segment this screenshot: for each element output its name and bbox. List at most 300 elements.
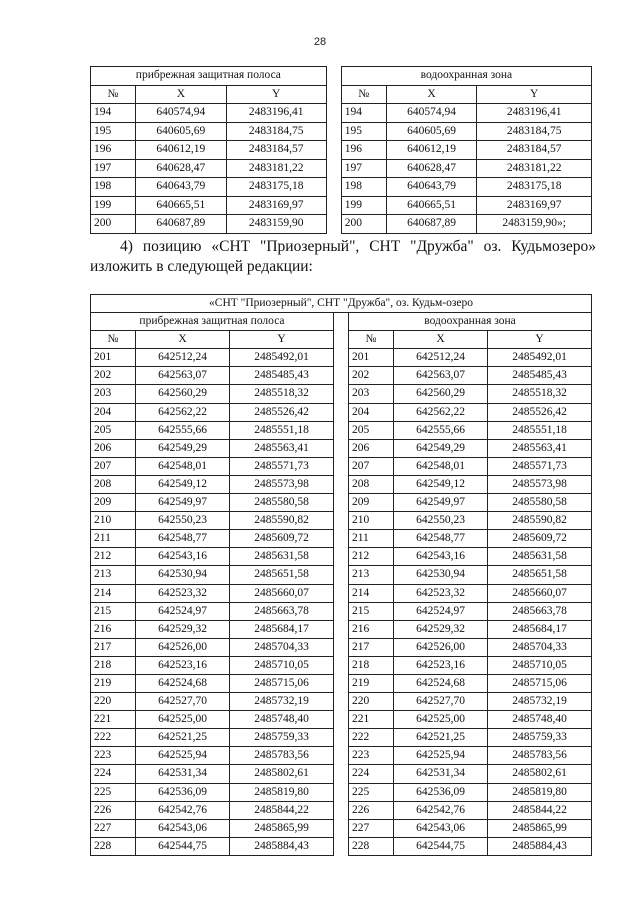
coord-x: 640574,94 [386,104,477,123]
coordinates-table-2 [90,294,592,856]
coord-y: 2485526,42 [230,403,334,421]
coord-y: 2485748,40 [230,711,334,729]
coord-y: 2483175,18 [477,178,592,197]
coord-y: 2485590,82 [230,512,334,530]
point-number: 210 [91,512,136,530]
coord-y: 2483169,97 [477,196,592,215]
point-number: 213 [91,566,136,584]
point-number: 215 [348,602,393,620]
col-num-header: № [348,331,393,349]
point-number: 199 [341,196,386,215]
coord-y: 2485819,80 [488,783,592,801]
column-gap [333,367,348,385]
column-gap [333,566,348,584]
column-gap [333,801,348,819]
col-x-header: X [136,331,230,349]
point-number: 198 [91,178,136,197]
column-gap [333,783,348,801]
point-number: 228 [348,837,393,855]
point-number: 221 [91,711,136,729]
coord-x: 642512,24 [393,349,487,367]
column-gap [333,475,348,493]
coord-y: 2485580,58 [488,494,592,512]
coord-x: 642549,12 [136,475,230,493]
point-number: 202 [91,367,136,385]
table-row [91,403,592,421]
coord-x: 642524,68 [136,674,230,692]
table-row [91,530,592,548]
column-gap [326,122,341,141]
left-section-title: прибрежная защитная полоса [91,67,327,86]
coord-x: 642512,24 [136,349,230,367]
point-number: 200 [341,215,386,234]
coord-x: 640687,89 [386,215,477,234]
coord-x: 642524,97 [393,602,487,620]
point-number: 197 [341,159,386,178]
table-row [91,141,592,160]
column-gap [333,439,348,457]
point-number: 227 [91,819,136,837]
point-number: 218 [91,656,136,674]
coord-x: 642562,22 [136,403,230,421]
coord-x: 642536,09 [136,783,230,801]
table-row [91,159,592,178]
coord-y: 2485783,56 [488,747,592,765]
table-header-row [91,313,592,331]
coord-x: 642563,07 [393,367,487,385]
table-row [91,196,592,215]
point-number: 201 [91,349,136,367]
col-x-header: X [393,331,487,349]
point-number: 222 [91,729,136,747]
coord-y: 2485844,22 [488,801,592,819]
coord-x: 642527,70 [393,693,487,711]
point-number: 208 [348,475,393,493]
column-gap [333,819,348,837]
point-number: 196 [91,141,136,160]
coord-y: 2485710,05 [488,656,592,674]
coord-y: 2485492,01 [488,349,592,367]
coord-x: 642523,16 [393,656,487,674]
point-number: 217 [91,638,136,656]
point-number: 206 [91,439,136,457]
coord-x: 640687,89 [136,215,227,234]
point-number: 207 [348,457,393,475]
coordinates-table-1 [90,66,592,234]
point-number: 214 [348,584,393,602]
coord-y: 2485802,61 [488,765,592,783]
column-gap [333,530,348,548]
column-gap [326,215,341,234]
table-row [91,711,592,729]
coord-x: 642548,77 [393,530,487,548]
coord-y: 2485663,78 [488,602,592,620]
coord-x: 642562,22 [393,403,487,421]
table-row [91,783,592,801]
column-gap [333,313,348,331]
coord-x: 640574,94 [136,104,227,123]
column-gap [326,159,341,178]
table-title: «СНТ "Приозерный", СНТ "Дружба", оз. Кудьм-озеро [91,295,592,313]
point-number: 209 [91,494,136,512]
coord-y: 2485704,33 [488,638,592,656]
coord-y: 2483175,18 [226,178,326,197]
coord-x: 642523,16 [136,656,230,674]
point-number: 225 [348,783,393,801]
coord-x: 640612,19 [386,141,477,160]
coord-y: 2485631,58 [230,548,334,566]
point-number: 203 [348,385,393,403]
coord-x: 642549,12 [393,475,487,493]
column-gap [326,67,341,86]
column-gap [326,196,341,215]
table-column-header-row [91,331,592,349]
coord-x: 640605,69 [386,122,477,141]
col-num-header: № [91,331,136,349]
table-row [91,215,592,234]
coord-y: 2485563,41 [230,439,334,457]
table-title-row [91,295,592,313]
coord-x: 642527,70 [136,693,230,711]
point-number: 211 [91,530,136,548]
table-row [91,837,592,855]
column-gap [333,693,348,711]
page-number: 28 [313,36,327,48]
coord-y: 2485710,05 [230,656,334,674]
coord-y: 2485660,07 [488,584,592,602]
point-number: 212 [348,548,393,566]
table-row [91,620,592,638]
column-gap [333,747,348,765]
coord-y: 2483184,75 [477,122,592,141]
coord-x: 642550,23 [393,512,487,530]
column-gap [333,602,348,620]
coord-x: 642548,01 [393,457,487,475]
point-number: 195 [341,122,386,141]
right-section-title: водоохранная зона [341,67,591,86]
coord-x: 642526,00 [393,638,487,656]
coord-x: 642529,32 [393,620,487,638]
table-row [91,656,592,674]
coord-y: 2485551,18 [230,421,334,439]
coord-y: 2485732,19 [230,693,334,711]
column-gap [333,765,348,783]
table-column-header-row [91,85,592,104]
coord-x: 642544,75 [393,837,487,855]
table-row [91,693,592,711]
coord-y: 2485651,58 [488,566,592,584]
coord-y: 2485715,06 [488,674,592,692]
table-row [91,602,592,620]
table-header-row [91,67,592,86]
col-y-header: Y [230,331,334,349]
table-row [91,475,592,493]
point-number: 205 [91,421,136,439]
coord-y: 2485563,41 [488,439,592,457]
point-number: 226 [348,801,393,819]
left-section-title: прибрежная защитная полоса [91,313,334,331]
coord-x: 640643,79 [136,178,227,197]
point-number: 217 [348,638,393,656]
coord-y: 2483184,57 [477,141,592,160]
coord-x: 642542,76 [393,801,487,819]
point-number: 204 [91,403,136,421]
coord-y: 2483184,75 [226,122,326,141]
coord-y: 2485660,07 [230,584,334,602]
point-number: 201 [348,349,393,367]
coord-x: 642549,29 [136,439,230,457]
coord-x: 642524,68 [393,674,487,692]
coord-y: 2485485,43 [230,367,334,385]
coord-y: 2485884,43 [488,837,592,855]
point-number: 206 [348,439,393,457]
point-number: 202 [348,367,393,385]
point-number: 221 [348,711,393,729]
column-gap [326,178,341,197]
coord-x: 642543,06 [136,819,230,837]
coord-y: 2485580,58 [230,494,334,512]
coord-y: 2485651,58 [230,566,334,584]
point-number: 216 [348,620,393,638]
column-gap [333,385,348,403]
coord-y: 2485732,19 [488,693,592,711]
coord-x: 642549,97 [393,494,487,512]
coord-y: 2485485,43 [488,367,592,385]
coord-y: 2485573,98 [230,475,334,493]
table-row [91,512,592,530]
point-number: 224 [348,765,393,783]
col-y-header: Y [477,85,592,104]
point-number: 224 [91,765,136,783]
point-number: 207 [91,457,136,475]
point-number: 218 [348,656,393,674]
coord-x: 642523,32 [393,584,487,602]
point-number: 223 [348,747,393,765]
table-row [91,349,592,367]
point-number: 198 [341,178,386,197]
table-row [91,548,592,566]
column-gap [326,141,341,160]
coord-y: 2483196,41 [226,104,326,123]
column-gap [333,457,348,475]
coord-x: 642530,94 [393,566,487,584]
coord-x: 642523,32 [136,584,230,602]
coord-x: 642521,25 [136,729,230,747]
coord-y: 2483181,22 [226,159,326,178]
coord-y: 2485631,58 [488,548,592,566]
table-row [91,367,592,385]
coord-y: 2485748,40 [488,711,592,729]
coord-y: 2485684,17 [230,620,334,638]
table-row [91,765,592,783]
column-gap [333,494,348,512]
coord-x: 642525,94 [136,747,230,765]
coord-x: 642536,09 [393,783,487,801]
col-num-header: № [341,85,386,104]
point-number: 212 [91,548,136,566]
coord-y: 2485609,72 [488,530,592,548]
coord-y: 2483159,90 [226,215,326,234]
coord-x: 642563,07 [136,367,230,385]
point-number: 194 [341,104,386,123]
coord-x: 642525,00 [393,711,487,729]
coord-x: 642544,75 [136,837,230,855]
coord-x: 642548,77 [136,530,230,548]
point-number: 220 [91,693,136,711]
col-y-header: Y [488,331,592,349]
coord-y: 2485844,22 [230,801,334,819]
column-gap [326,104,341,123]
coord-y: 2485590,82 [488,512,592,530]
point-number: 220 [348,693,393,711]
point-number: 227 [348,819,393,837]
coord-x: 640628,47 [386,159,477,178]
coord-y: 2485571,73 [230,457,334,475]
coord-x: 642524,97 [136,602,230,620]
point-number: 226 [91,801,136,819]
coord-x: 642530,94 [136,566,230,584]
coord-x: 642525,00 [136,711,230,729]
coord-x: 640605,69 [136,122,227,141]
column-gap [326,85,341,104]
table-row [91,122,592,141]
table-row [91,638,592,656]
point-number: 223 [91,747,136,765]
point-number: 219 [91,674,136,692]
coord-x: 642525,94 [393,747,487,765]
coord-x: 642555,66 [136,421,230,439]
coord-y: 2483169,97 [226,196,326,215]
coord-x: 642526,00 [136,638,230,656]
coord-y: 2485571,73 [488,457,592,475]
point-number: 216 [91,620,136,638]
coord-y: 2485759,33 [230,729,334,747]
column-gap [333,674,348,692]
coord-y: 2485518,32 [488,385,592,403]
column-gap [333,512,348,530]
column-gap [333,548,348,566]
coord-x: 640628,47 [136,159,227,178]
point-number: 197 [91,159,136,178]
coord-x: 642531,34 [393,765,487,783]
coord-y: 2485704,33 [230,638,334,656]
coord-x: 642529,32 [136,620,230,638]
coord-x: 642543,16 [136,548,230,566]
column-gap [333,421,348,439]
point-number: 222 [348,729,393,747]
paragraph-line-2: изложить в следующей редакции: [90,258,313,275]
coord-x: 642550,23 [136,512,230,530]
column-gap [333,584,348,602]
coord-y: 2485573,98 [488,475,592,493]
coord-y: 2485715,06 [230,674,334,692]
coord-x: 642543,16 [393,548,487,566]
coord-y: 2485663,78 [230,602,334,620]
paragraph-line-1: 4) позицию «СНТ "Приозерный", СНТ "Дружба" оз. Кудьмозеро» [120,238,596,255]
point-number: 219 [348,674,393,692]
table-row [91,801,592,819]
coord-y: 2485783,56 [230,747,334,765]
point-number: 209 [348,494,393,512]
col-x-header: X [136,85,227,104]
table-row [91,494,592,512]
table-row [91,457,592,475]
coord-x: 642560,29 [393,385,487,403]
point-number: 228 [91,837,136,855]
point-number: 210 [348,512,393,530]
coord-y: 2485609,72 [230,530,334,548]
table-row [91,178,592,197]
point-number: 195 [91,122,136,141]
coord-x: 640665,51 [386,196,477,215]
coord-y: 2485802,61 [230,765,334,783]
coord-y: 2483159,90»; [477,215,592,234]
coord-y: 2485819,80 [230,783,334,801]
coord-y: 2483181,22 [477,159,592,178]
point-number: 200 [91,215,136,234]
point-number: 213 [348,566,393,584]
table-row [91,385,592,403]
coord-y: 2483184,57 [226,141,326,160]
column-gap [333,331,348,349]
column-gap [333,656,348,674]
instruction-paragraph [90,237,596,277]
coord-y: 2485884,43 [230,837,334,855]
col-y-header: Y [226,85,326,104]
column-gap [333,729,348,747]
column-gap [333,638,348,656]
point-number: 215 [91,602,136,620]
point-number: 211 [348,530,393,548]
table-row [91,674,592,692]
coord-x: 642555,66 [393,421,487,439]
col-num-header: № [91,85,136,104]
point-number: 203 [91,385,136,403]
point-number: 225 [91,783,136,801]
table-row [91,421,592,439]
coord-y: 2485492,01 [230,349,334,367]
right-section-title: водоохранная зона [348,313,591,331]
coord-x: 642549,29 [393,439,487,457]
point-number: 214 [91,584,136,602]
column-gap [333,403,348,421]
coord-x: 642543,06 [393,819,487,837]
column-gap [333,837,348,855]
column-gap [333,620,348,638]
coord-x: 642531,34 [136,765,230,783]
coord-y: 2485759,33 [488,729,592,747]
point-number: 194 [91,104,136,123]
coord-y: 2483196,41 [477,104,592,123]
coord-x: 640665,51 [136,196,227,215]
coord-x: 642548,01 [136,457,230,475]
coord-x: 642521,25 [393,729,487,747]
coord-x: 642549,97 [136,494,230,512]
coord-x: 640643,79 [386,178,477,197]
coord-y: 2485865,99 [488,819,592,837]
point-number: 204 [348,403,393,421]
coord-y: 2485551,18 [488,421,592,439]
table-row [91,566,592,584]
table-row [91,729,592,747]
table-row [91,747,592,765]
coord-x: 642560,29 [136,385,230,403]
coord-x: 640612,19 [136,141,227,160]
point-number: 196 [341,141,386,160]
point-number: 208 [91,475,136,493]
coord-y: 2485865,99 [230,819,334,837]
column-gap [333,349,348,367]
